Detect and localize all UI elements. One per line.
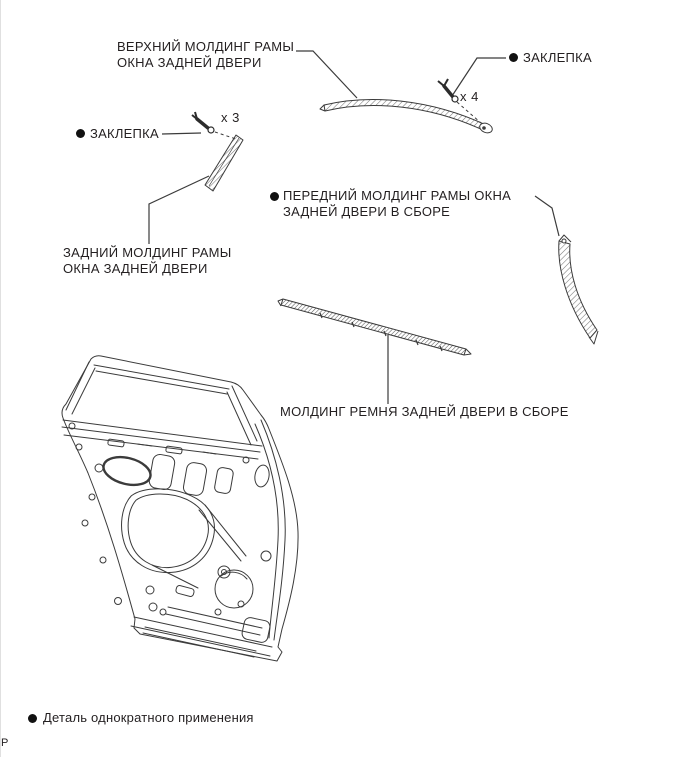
single-use-marker-icon <box>509 53 518 62</box>
rear-molding-label-line1: ЗАДНИЙ МОЛДИНГ РАМЫ <box>63 245 232 260</box>
front-window-frame-molding <box>559 235 598 344</box>
belt-molding-label: МОЛДИНГ РЕМНЯ ЗАДНЕЙ ДВЕРИ В СБОРЕ <box>280 404 569 419</box>
belt-molding <box>278 299 471 355</box>
single-use-marker-icon <box>76 129 85 138</box>
single-use-marker-icon <box>270 192 279 201</box>
front-molding-label-line2: ЗАДНЕЙ ДВЕРИ В СБОРЕ <box>283 204 451 219</box>
rear-molding-label <box>63 245 232 277</box>
rivet-dashed-lines <box>215 102 481 139</box>
rear-door-line-art <box>62 356 298 661</box>
upper-window-frame-molding <box>320 100 494 135</box>
single-use-marker-icon <box>28 714 37 723</box>
rear-molding-label-line2: ОКНА ЗАДНЕЙ ДВЕРИ <box>63 261 208 276</box>
front-molding-label <box>283 188 511 220</box>
upper-molding-label <box>117 39 294 71</box>
upper-molding-label-line2: ОКНА ЗАДНЕЙ ДВЕРИ <box>117 55 262 70</box>
front-molding-label-line1: ПЕРЕДНИЙ МОЛДИНГ РАМЫ ОКНА <box>283 188 512 203</box>
upper-molding-label-line1: ВЕРХНИЙ МОЛДИНГ РАМЫ <box>117 39 295 54</box>
page-corner-text: P <box>1 737 9 749</box>
rivet-right-label: ЗАКЛЕПКА <box>523 50 592 65</box>
single-use-footnote: Деталь однократного применения <box>43 710 254 725</box>
rivet-left-qty: x 3 <box>221 110 240 125</box>
rivet-right-qty: x 4 <box>460 89 479 104</box>
rivet-left-label: ЗАКЛЕПКА <box>90 126 159 141</box>
rear-window-frame-molding <box>205 135 243 191</box>
rivet-left-icon <box>192 112 214 133</box>
